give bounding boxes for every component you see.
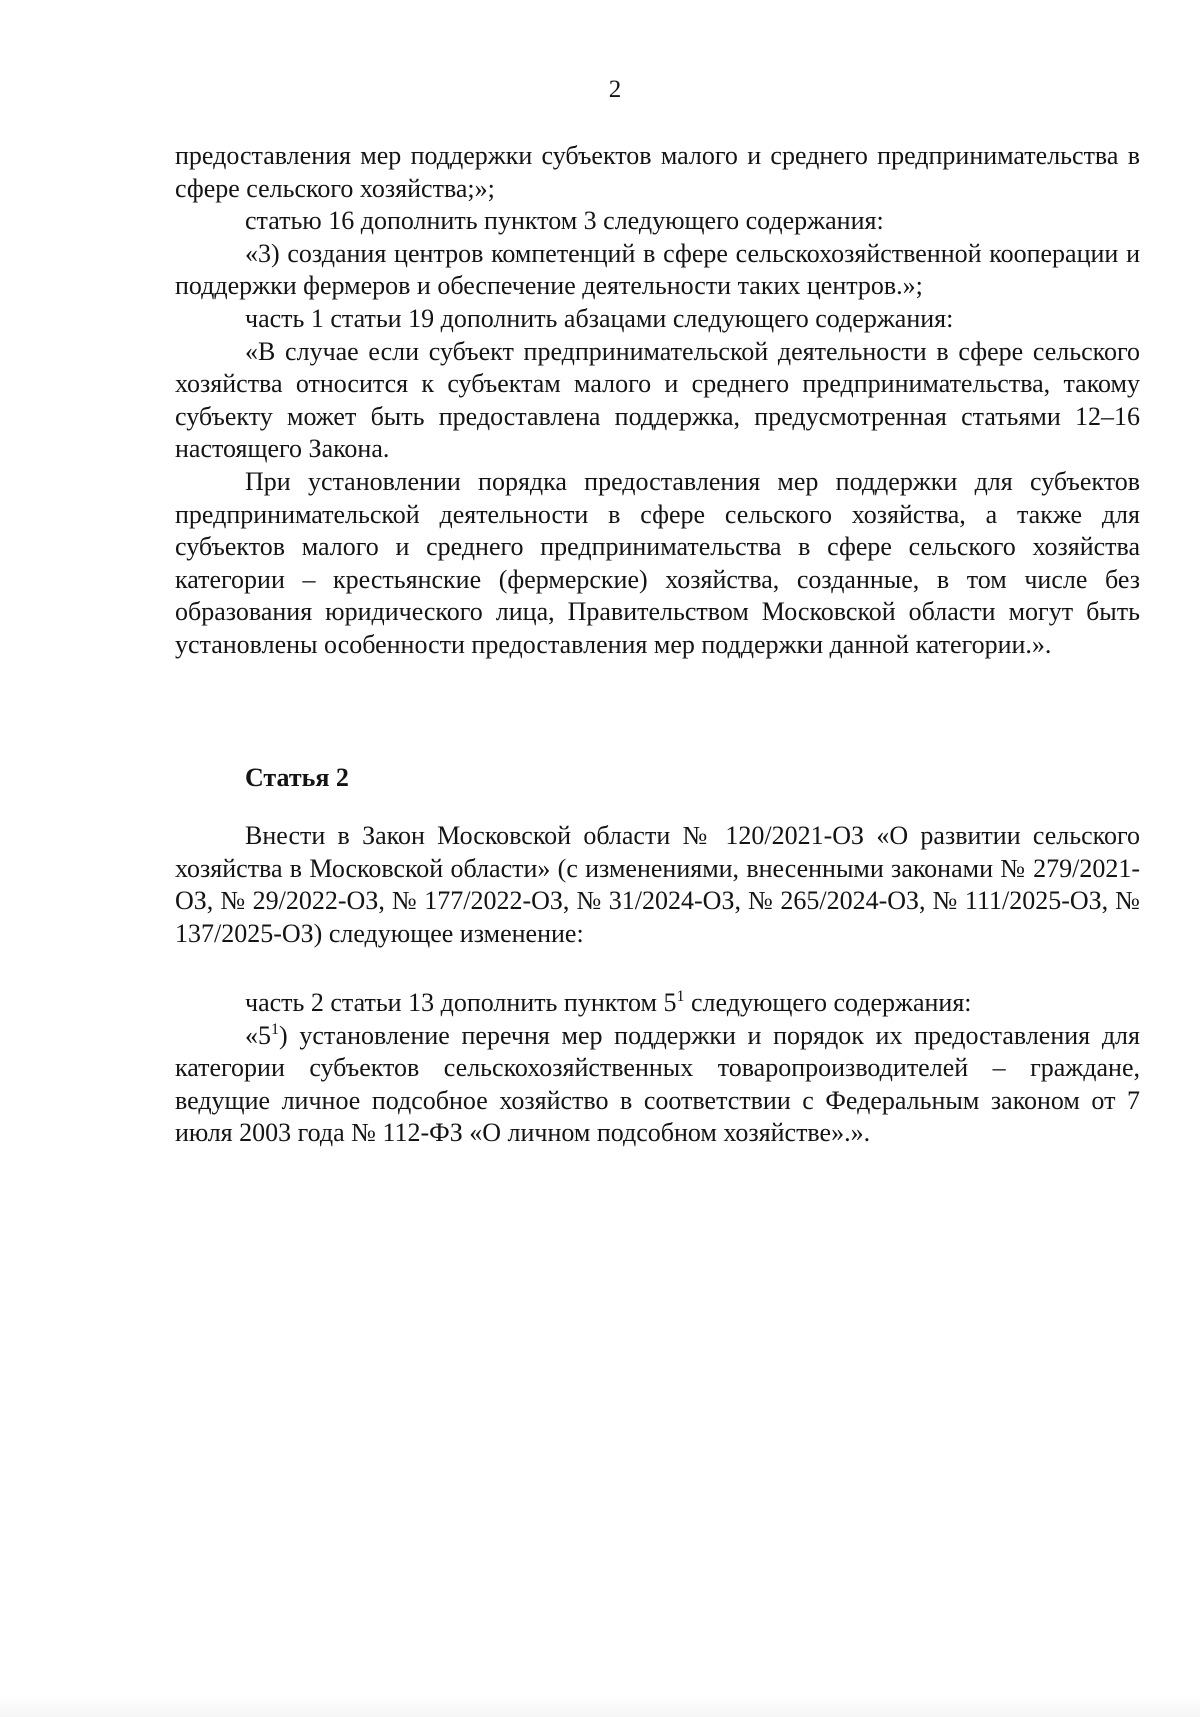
- page-number: 2: [608, 76, 622, 103]
- superscript: 1: [676, 988, 685, 1005]
- article-2-body: [175, 820, 1140, 950]
- paragraph-article-13-amendment: [175, 987, 1140, 1020]
- paragraph-sme-support: «В случае если субъект предпринимательской деятельности в сфере сельского хозяйства относится к субъектам малого и среднего предпринимательства, такому субъекту может быть предоставлена поддержка, предусмотренная статьями 12–16 настоящего Закона.: [175, 336, 1140, 464]
- superscript: 1: [271, 1020, 279, 1038]
- paragraph-article-16-amendment: статью 16 дополнить пунктом 3 следующего содержания:: [245, 206, 884, 236]
- paragraph-law-120-amendment: Внести в Закон Московской области № 120/2021-ОЗ «О развитии сельского хозяйства в Московской области» (с изменениями, внесенными законами № 279/2021-ОЗ, № 29/2022-ОЗ, № 177/2022-ОЗ, № 31/2024-ОЗ, № 265/2024-ОЗ, № 111/2025-ОЗ, № 137/2025-ОЗ) следующее изменение:: [175, 821, 1140, 948]
- paragraph-item-5-1: [175, 1020, 1140, 1150]
- item-5-1-text: ) установление перечня мер поддержки и порядок их предоставления для категории субъектов сельскохозяйственных товаропроизводителей – граждане, ведущие личное подсобное хозяйство в соответствии с Федеральным законом от 7 июля 2003 года № 112-ФЗ «О личном подсобном хозяйстве».».: [175, 1020, 1140, 1148]
- article-13-suffix: следующего содержания:: [684, 988, 972, 1017]
- paragraph-farm-category-features: При установлении порядка предоставления мер поддержки для субъектов предпринимательской деятельности в сфере сельского хозяйства, а также для субъектов малого и среднего предпринимательства в сфере сельского хозяйства категории – крестьянские (фермерские) хозяйства, созданные, в том числе без образования юридического лица, Правительством Московской области могут быть установлены особенности предоставления мер поддержки данной категории.».: [175, 466, 1140, 659]
- article-1-continuation: [175, 140, 1140, 662]
- article-2-heading: Статья 2: [245, 763, 349, 792]
- article-2-change: [175, 987, 1140, 1150]
- scan-edge-shadow: [0, 1695, 1200, 1717]
- article-13-prefix: часть 2 статьи 13 дополнить пунктом 5: [245, 988, 677, 1017]
- item-5-1-open: «5: [245, 1020, 271, 1050]
- paragraph-item-3-competence-centers: «3) создания центров компетенций в сфере сельскохозяйственной кооперации и поддержки фермеров и обеспечение деятельности таких центров.»;: [175, 238, 1140, 301]
- paragraph-article-19-amendment: часть 1 статьи 19 дополнить абзацами следующего содержания:: [245, 303, 954, 333]
- paragraph-support-measures-end: предоставления мер поддержки субъектов малого и среднего предпринимательства в сфере сельского хозяйства;»;: [175, 141, 1140, 203]
